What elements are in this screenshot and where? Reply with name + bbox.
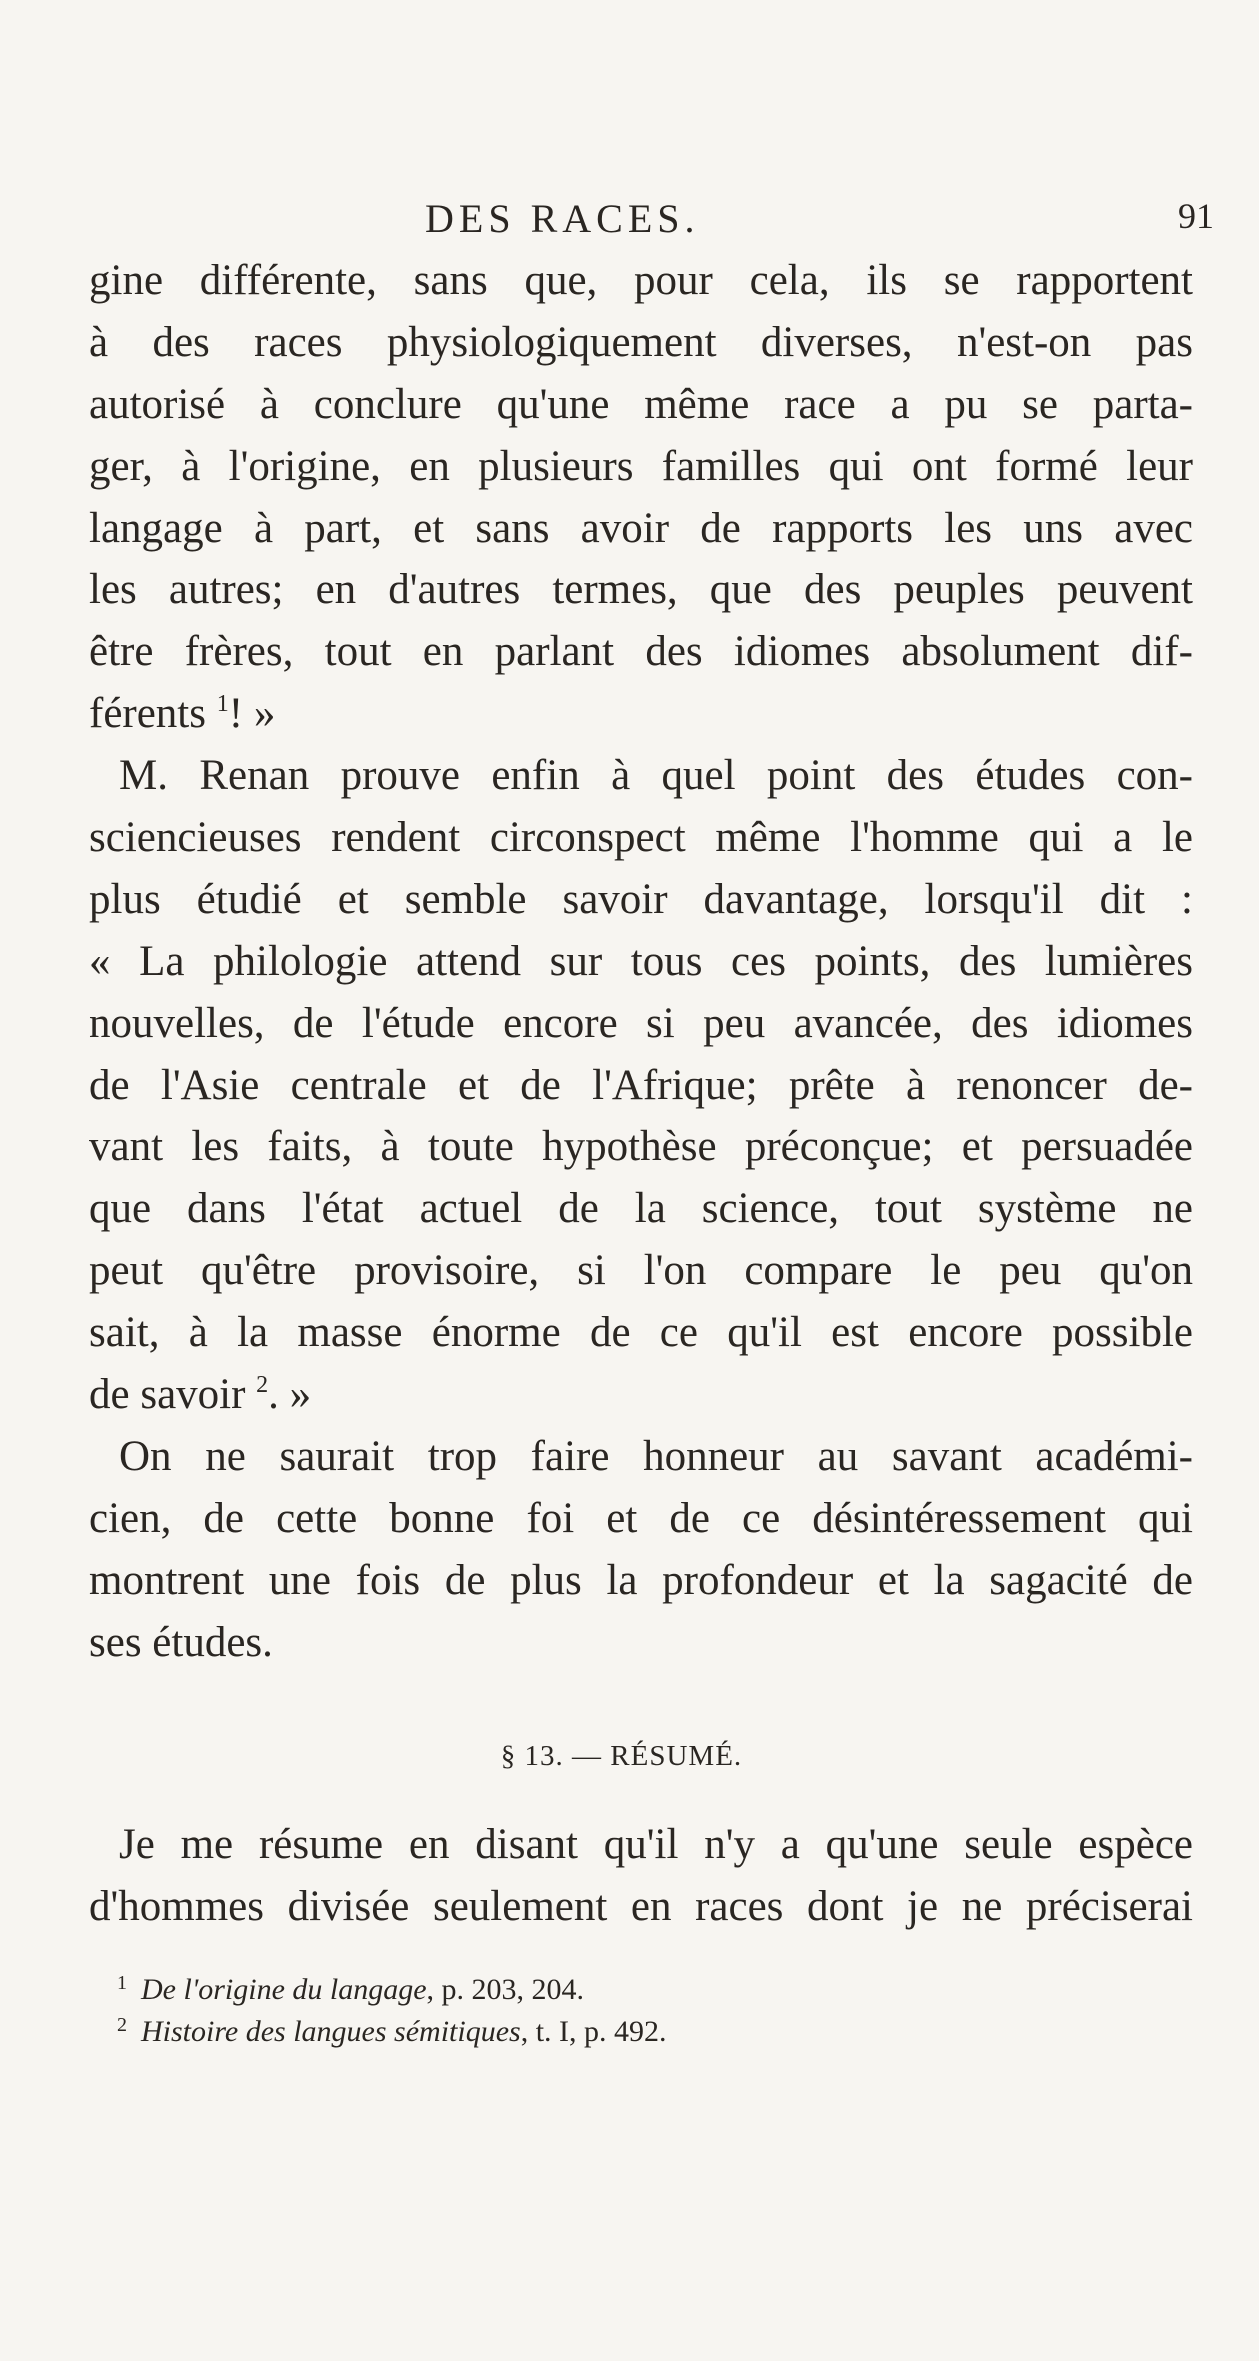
text-line: être frères, tout en parlant des idiomes absolument dif- xyxy=(89,628,1193,676)
text-fragment: de savoir xyxy=(89,1371,246,1419)
footnote-number: 1 xyxy=(117,1972,127,1994)
text-line: plus étudié et semble savoir davantage, lorsqu'il dit : xyxy=(89,875,1193,923)
footnote-ref: , t. I, p. 492. xyxy=(520,2015,667,2048)
text-line xyxy=(89,1364,1193,1426)
footnote xyxy=(89,1962,1193,2004)
main-text xyxy=(89,250,1193,1673)
text-line: gine différente, sans que, pour cela, ils se rapportent xyxy=(89,257,1193,304)
text-fragment: férents xyxy=(89,690,206,738)
text-line xyxy=(89,683,1193,745)
footnote-number: 2 xyxy=(117,2014,127,2036)
text-line: à des races physiologiquement diverses, n'est-on pas xyxy=(89,318,1193,366)
footnote-title: De l'origine du langage xyxy=(141,1973,427,2006)
text-fragment: ! » xyxy=(228,690,276,738)
text-line: autorisé à conclure qu'une même race a pu se parta- xyxy=(89,380,1193,428)
text-line: peut qu'être provisoire, si l'on compare le peu qu'on xyxy=(89,1247,1193,1295)
text-line: vant les faits, à toute hypothèse préconçue; et persuadée xyxy=(89,1123,1193,1171)
text-line: On ne saurait trop faire honneur au savant académi- xyxy=(119,1432,1193,1480)
closing-text xyxy=(89,1814,1193,1938)
running-header xyxy=(0,195,1259,245)
section-heading: § 13. — RÉSUMÉ. xyxy=(500,1740,743,1772)
text-line: ses études. xyxy=(89,1618,273,1666)
text-line: cien, de cette bonne foi et de ce désintéressement qui xyxy=(89,1494,1193,1542)
footnote-ref: , p. 203, 204. xyxy=(426,1973,585,2006)
footnote-title: Histoire des langues sémitiques xyxy=(141,2015,521,2048)
text-line: montrent une fois de plus la profondeur et la sagacité de xyxy=(89,1556,1193,1604)
page-number: 91 xyxy=(1178,196,1214,236)
text-line: « La philologie attend sur tous ces points, des lumières xyxy=(89,937,1193,985)
text-line: d'hommes divisée seulement en races dont je ne préciserai xyxy=(89,1882,1193,1930)
text-fragment: . » xyxy=(268,1371,312,1419)
footnote-marker: 2 xyxy=(256,1372,269,1399)
text-line: nouvelles, de l'étude encore si peu avancée, des idiomes xyxy=(89,999,1193,1047)
text-line: sait, à la masse énorme de ce qu'il est encore possible xyxy=(89,1309,1193,1357)
footnote-marker: 1 xyxy=(216,691,229,718)
text-line: sciencieuses rendent circonspect même l'homme qui a le xyxy=(89,814,1193,862)
text-line: les autres; en d'autres termes, que des peuples peuvent xyxy=(89,566,1193,614)
footnotes xyxy=(89,1962,1193,2046)
text-line: que dans l'état actuel de la science, tout système ne xyxy=(89,1185,1193,1233)
running-title: DES RACES. xyxy=(425,196,700,241)
text-line: ger, à l'origine, en plusieurs familles qui ont formé leur xyxy=(89,442,1193,490)
footnote xyxy=(89,2004,1193,2046)
text-line: M. Renan prouve enfin à quel point des études con- xyxy=(119,752,1193,800)
text-line: Je me résume en disant qu'il n'y a qu'une seule espèce xyxy=(119,1821,1193,1868)
text-line: de l'Asie centrale et de l'Afrique; prête à renoncer de- xyxy=(89,1061,1193,1109)
text-line: langage à part, et sans avoir de rapports les uns avec xyxy=(89,504,1193,552)
